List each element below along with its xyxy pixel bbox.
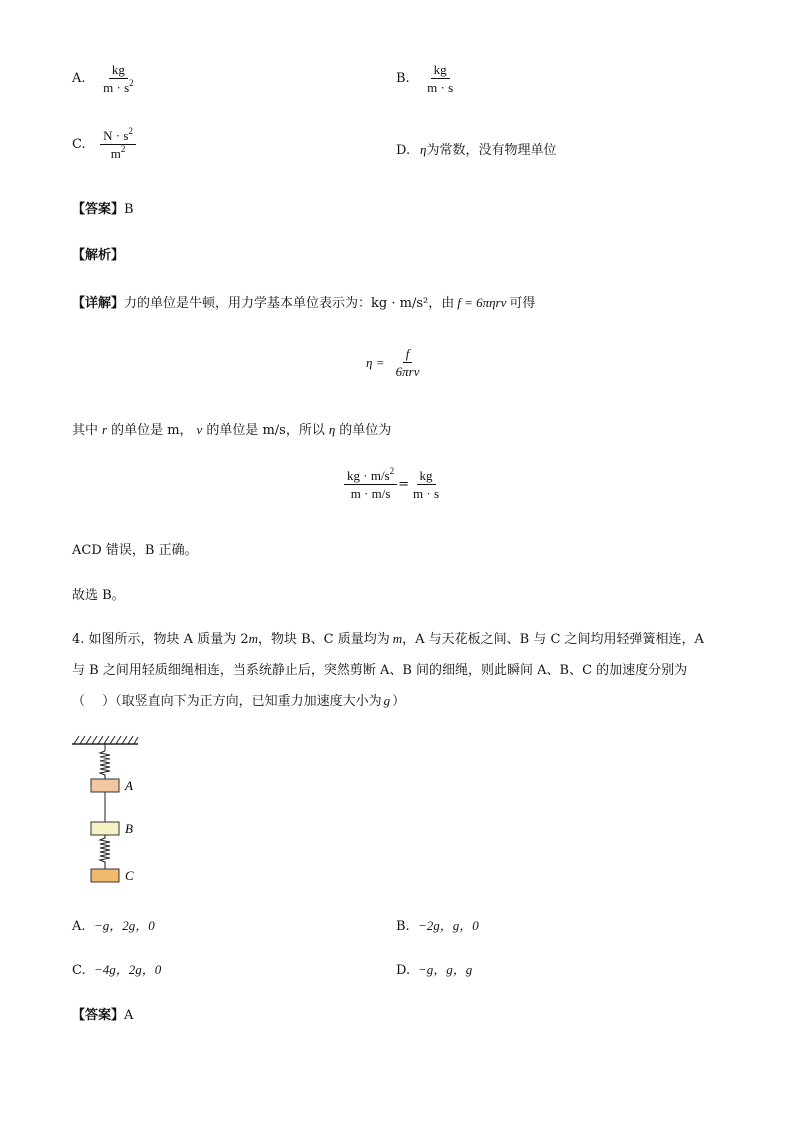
q3-option-c [72,128,136,161]
r-symbol: r [102,422,108,437]
equals-sign: = [398,477,410,492]
v-symbol: v [196,422,203,437]
q4-option-b [396,915,479,934]
block-b [91,822,119,835]
numerator: kg [109,62,128,79]
q4-stem-line3 [72,690,405,709]
option-text: −4g，2g，0 [94,962,162,977]
superscript: 2 [389,466,395,476]
q4-stem-line2: 与 B 之间用轻质细绳相连，当系统静止后，突然剪断 A、B 间的细绳，则此瞬间 A、B、C 的加速度分别为 [72,663,688,678]
detail-text: 力的单位是牛顿，用力学基本单位表示为：kg · m/s²，由 [124,296,455,311]
denominator [108,145,129,161]
q3-conclusion-1: ACD 错误，B 正确。 [72,543,198,558]
option-label: D. [396,143,411,158]
fraction [393,346,423,379]
spring-block-figure [70,734,180,894]
text: 的单位为 [339,423,392,438]
den-text: m · s [103,80,130,95]
q3-answer [72,198,134,217]
fraction [100,128,136,161]
q4-option-c [72,959,161,978]
text: 的单位是 m/s，所以 [206,423,325,438]
option-text: 为常数，没有物理单位 [426,143,557,158]
fraction-right [410,468,442,501]
answer-tag: 【答案】 [72,1008,125,1023]
g-symbol: g [383,693,391,708]
text: ，物块 B、C 质量均为 [257,632,390,647]
option-label: A. [72,919,86,934]
den-text: m [110,146,121,161]
fraction [100,62,137,95]
denominator: m · s [413,486,440,501]
text: ） [392,694,406,709]
text: 其中 [72,423,99,438]
fraction-left [344,468,397,501]
ceiling-hatching [74,736,138,744]
q3-detail-line [72,292,535,311]
denominator: m · s [427,80,454,95]
block-c [91,869,119,882]
answer-value: A [124,1008,134,1023]
text: 的单位是 m， [111,423,193,438]
text: 4. 如图所示，物块 A 质量为 2 [72,632,249,647]
option-label: C. [72,137,86,152]
numerator [344,468,397,485]
superscript: 2 [120,144,126,154]
q3-option-d [396,139,556,158]
superscript: 2 [129,78,134,88]
option-label: D. [396,963,411,978]
q4-option-d [396,959,472,978]
m-symbol: m [392,631,403,646]
numerator: f [403,346,413,363]
numerator: kg [431,62,450,79]
denominator: 6πrv [395,364,420,379]
superscript: 2 [128,126,133,136]
num-text: kg · m/s [347,468,390,483]
q3-units-line [72,419,391,438]
spring-bottom [100,835,110,869]
q3-option-a [72,62,137,95]
eq-lhs: η = [366,354,385,370]
denominator [100,79,137,95]
detail-formula: f = 6πηrv [457,295,507,310]
answer-value: B [124,202,134,217]
numerator [100,128,136,145]
option-label: B. [396,71,410,86]
option-text: −2g，g，0 [418,918,479,933]
block-a [91,779,119,792]
analysis-tag: 【解析】 [72,248,125,263]
equation-units [344,468,442,501]
option-label: A. [72,71,86,86]
option-label: B. [396,919,410,934]
numerator: kg [417,468,436,485]
block-c-label: C [125,868,134,883]
fraction [424,62,456,95]
option-text: −g，2g，0 [94,918,155,933]
block-a-label: A [125,778,133,793]
equation-eta [366,346,422,379]
q4-stem-line1 [72,628,704,647]
text: ，A 与天花板之间、B 与 C 之间均用轻弹簧相连，A [402,632,704,647]
option-label: C. [72,963,86,978]
eta-symbol: η [328,422,336,437]
q3-conclusion-2: 故选 B。 [72,588,125,603]
spring-top [100,751,110,779]
q4-option-a [72,915,155,934]
detail-tag: 【详解】 [72,296,125,311]
text: （ ）（取竖直向下为正方向，已知重力加速度大小为 [72,694,382,709]
block-b-label: B [125,821,133,836]
detail-tail: 可得 [509,296,536,311]
option-text: −g，g，g [418,962,473,977]
num-text: N · s [103,128,129,143]
denominator: m · m/s [350,486,391,501]
q4-answer [72,1004,133,1023]
q3-analysis-heading [72,244,124,263]
eta-symbol: η [420,142,427,157]
m-symbol: m [248,631,258,646]
answer-tag: 【答案】 [72,202,125,217]
q3-option-b [396,62,456,95]
